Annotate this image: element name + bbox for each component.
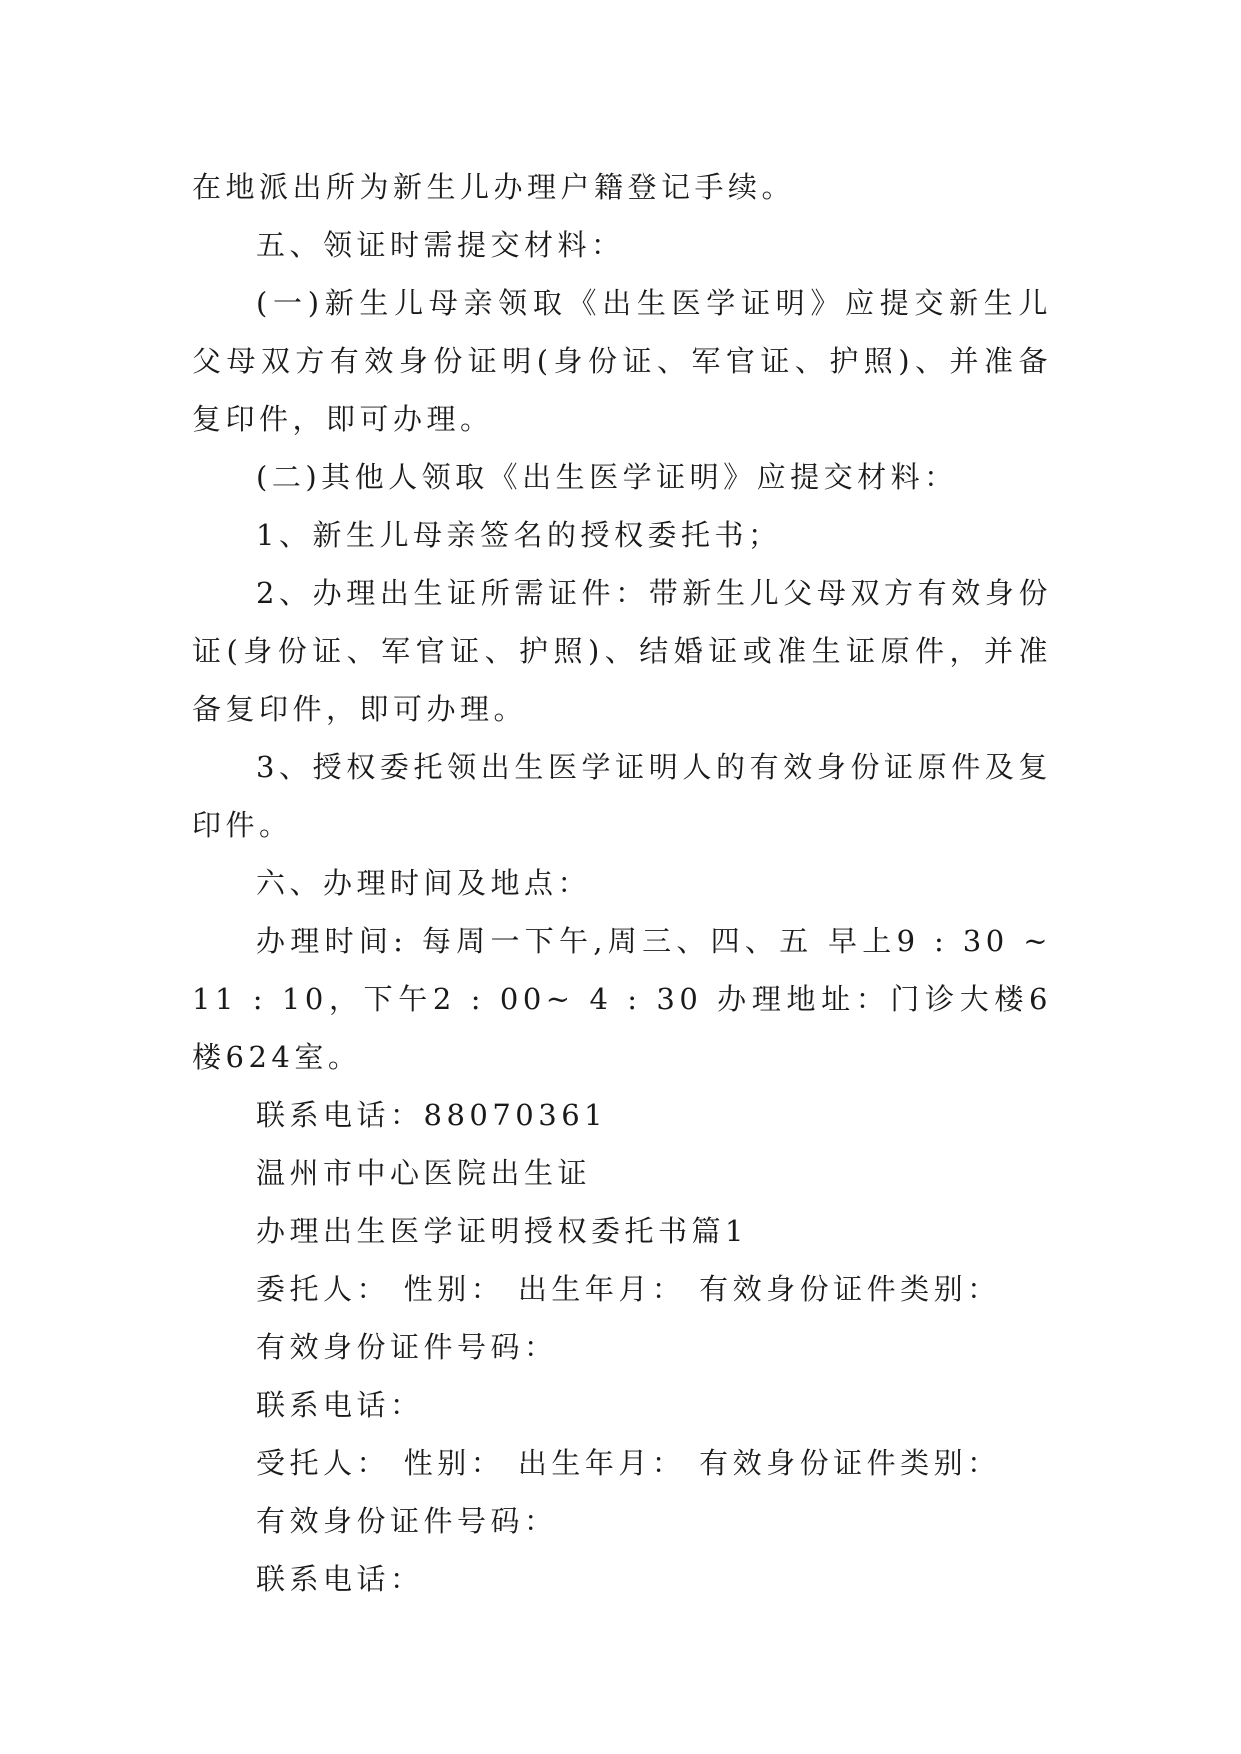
paragraph-item-2: (二)其他人领取《出生医学证明》应提交材料：: [256, 460, 958, 494]
list-item-2: 2、办理出生证所需证件：带新生儿父母双方有效身份证(身份证、军官证、护照)、结婚证或准生证原件，并准备复印件，即可办理。: [192, 576, 1052, 726]
hospital-name-line: 温州市中心医院出生证: [256, 1156, 592, 1190]
list-item-3: 3、授权委托领出生医学证明人的有效身份证原件及复印件。: [192, 750, 1052, 842]
office-hours-paragraph: 办理时间: 每周一下午,周三、四、五 早上9 : 30 ~ 11 : 10，下午2 : 00~ 4 : 30 办理地址：门诊大楼6楼624室。: [192, 924, 1052, 1074]
section-heading-6: 六、办理时间及地点：: [256, 866, 592, 900]
form-title: 办理出生医学证明授权委托书篇1: [256, 1214, 748, 1248]
agent-phone-line: 联系电话：: [256, 1562, 424, 1596]
list-item-1: 1、新生儿母亲签名的授权委托书；: [256, 518, 782, 552]
principal-id-number-line: 有效身份证件号码：: [256, 1330, 558, 1364]
paragraph-continuation: 在地派出所为新生儿办理户籍登记手续。: [192, 170, 796, 204]
agent-info-line: 受托人： 性别： 出生年月： 有效身份证件类别：: [256, 1446, 1001, 1480]
principal-phone-line: 联系电话：: [256, 1388, 424, 1422]
section-heading-5: 五、领证时需提交材料：: [256, 228, 625, 262]
contact-phone: 联系电话：88070361: [256, 1098, 608, 1132]
document-body: [192, 158, 1052, 1608]
paragraph-item-1: (一)新生儿母亲领取《出生医学证明》应提交新生儿父母双方有效身份证明(身份证、军官证、护照)、并准备复印件，即可办理。: [192, 286, 1052, 436]
agent-id-number-line: 有效身份证件号码：: [256, 1504, 558, 1538]
principal-info-line: 委托人： 性别： 出生年月： 有效身份证件类别：: [256, 1272, 1001, 1306]
